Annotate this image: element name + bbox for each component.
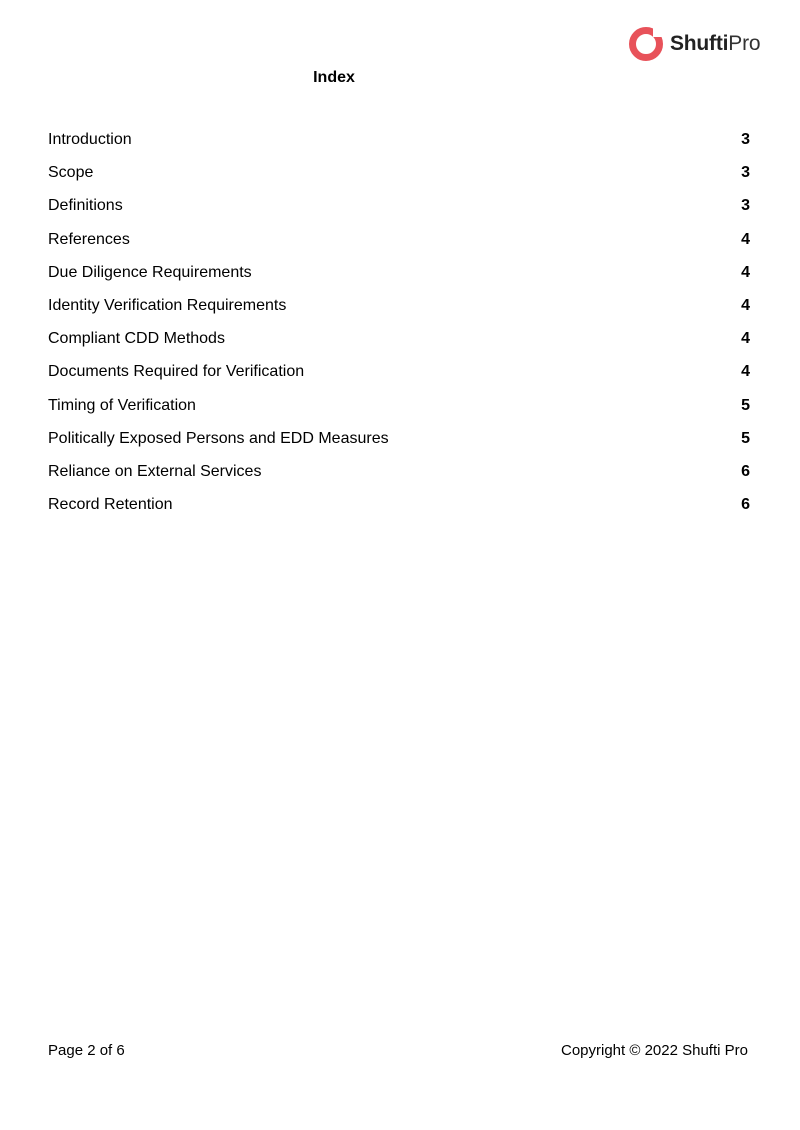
toc-entry-page: 4 bbox=[741, 363, 750, 381]
toc-entry[interactable] bbox=[48, 197, 752, 230]
toc-entry-page: 3 bbox=[741, 164, 750, 182]
toc-entry[interactable] bbox=[48, 363, 752, 396]
toc-entry[interactable] bbox=[48, 463, 752, 496]
toc-entry-label: References bbox=[48, 230, 130, 248]
toc-entry[interactable] bbox=[48, 330, 752, 363]
toc-entry[interactable] bbox=[48, 297, 752, 330]
toc-entry-page: 6 bbox=[741, 462, 750, 480]
toc-entry-label: Timing of Verification bbox=[48, 396, 196, 414]
shuftipro-ring-logo-icon bbox=[628, 22, 664, 66]
toc-entry[interactable] bbox=[48, 131, 752, 164]
brand-name-bold: Shufti bbox=[670, 32, 729, 55]
toc-entry[interactable] bbox=[48, 264, 752, 297]
toc-entry-label: Politically Exposed Persons and EDD Measures bbox=[48, 429, 389, 447]
toc-entry-label: Scope bbox=[48, 164, 94, 182]
toc-entry-page: 4 bbox=[741, 296, 750, 314]
toc-entry-label: Definitions bbox=[48, 197, 123, 215]
toc-entry-page: 6 bbox=[741, 496, 750, 514]
brand-wordmark bbox=[670, 32, 760, 56]
toc-entry-page: 3 bbox=[741, 131, 750, 148]
toc-entry-page: 5 bbox=[741, 429, 750, 447]
toc-entry[interactable] bbox=[48, 496, 752, 529]
table-of-contents bbox=[48, 131, 752, 529]
brand-name-light: Pro bbox=[728, 32, 761, 55]
toc-entry[interactable] bbox=[48, 164, 752, 197]
toc-entry-page: 5 bbox=[741, 396, 750, 414]
page-title: Index bbox=[313, 69, 355, 86]
toc-entry-label: Identity Verification Requirements bbox=[48, 296, 287, 314]
toc-entry-label: Compliant CDD Methods bbox=[48, 330, 225, 348]
page-number: Page 2 of 6 bbox=[48, 1042, 125, 1059]
toc-entry-label: Reliance on External Services bbox=[48, 462, 262, 480]
toc-entry-label: Record Retention bbox=[48, 496, 173, 514]
toc-entry-page: 4 bbox=[741, 330, 750, 348]
toc-entry-page: 3 bbox=[741, 197, 750, 215]
toc-entry[interactable] bbox=[48, 430, 752, 463]
toc-entry[interactable] bbox=[48, 231, 752, 264]
brand-logo bbox=[628, 22, 760, 66]
toc-entry[interactable] bbox=[48, 397, 752, 430]
copyright-notice: Copyright © 2022 Shufti Pro bbox=[561, 1042, 748, 1059]
toc-entry-label: Documents Required for Verification bbox=[48, 363, 305, 381]
toc-entry-label: Due Diligence Requirements bbox=[48, 263, 252, 281]
toc-entry-label: Introduction bbox=[48, 131, 132, 148]
toc-entry-page: 4 bbox=[741, 263, 750, 281]
toc-entry-page: 4 bbox=[741, 230, 750, 248]
